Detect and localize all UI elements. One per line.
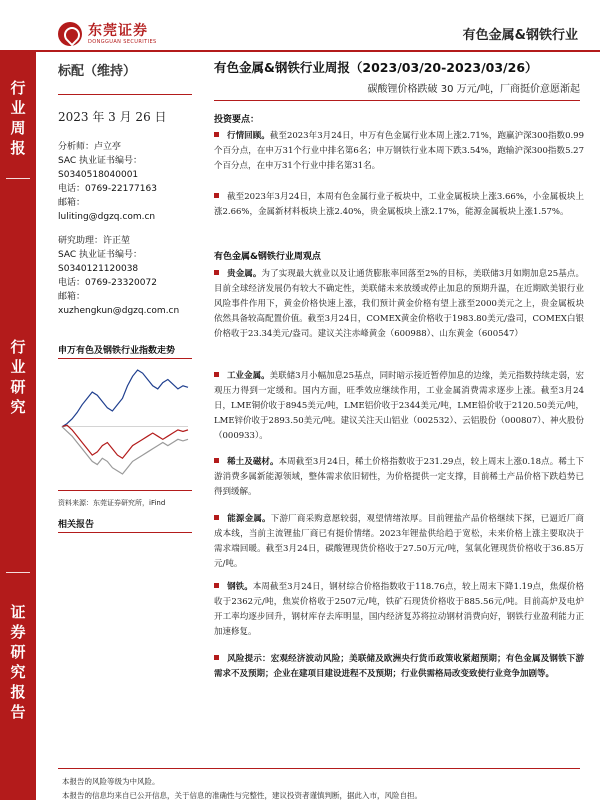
- paragraph-body: 截至2023年3月24日，本周有色金属行业子板块中，工业金属板块上涨3.66%，小金属板块上涨2.66%，金属新材料板块上涨2.40%，贵金属板块上涨2.17%，能源金属板块上涨1.57%。: [214, 192, 584, 217]
- footer-divider: [58, 768, 580, 769]
- assistant-line: 电话：0769-23320072: [58, 278, 157, 288]
- paragraph-rare-earth: [214, 455, 584, 500]
- paragraph-body: 美联储3月小幅加息25基点，同时暗示接近暂停加息的边缘，美元指数持续走弱，宏观压力得到一定缓和。国内方面，旺季效应继续作用，工业金属消费需求逐步上涨。截至3月24日，LME铜价收于8945美元/吨，LME铝价收于2344美元/吨，LME铅价收于2120.50美元/吨，LME锌价收于2893.50美元/吨。建议关注天山铝业（002532）、云铝股份（000807）、神火股份（000933）。: [214, 371, 584, 441]
- paragraph-energy-metals: [214, 512, 584, 572]
- paragraph-head: 能源金属。: [227, 514, 271, 524]
- title-divider: [214, 100, 580, 101]
- bullet-icon: [214, 655, 219, 660]
- bullet-icon: [214, 270, 219, 275]
- side-banner: [0, 52, 36, 800]
- bullet-icon: [214, 458, 219, 463]
- analyst-line: SAC 执业证书编号：: [58, 156, 143, 166]
- paragraph-head: 风险提示：: [227, 654, 271, 664]
- bullet-icon: [214, 132, 219, 137]
- chart-bottom-divider: [58, 490, 192, 491]
- paragraph-market-review: [214, 129, 584, 174]
- paragraph-head: 稀土及磁材。: [227, 457, 279, 467]
- assistant-info: [58, 234, 179, 318]
- side-label-research: 行 业 研 究: [10, 338, 26, 416]
- analyst-email[interactable]: luliting@dgzq.com.cn: [58, 212, 156, 222]
- section-heading: 投资要点：: [214, 115, 260, 125]
- paragraph-precious-metals: [214, 267, 584, 342]
- company-logo: [58, 22, 157, 46]
- bullet-icon: [214, 583, 219, 588]
- paragraph-head: 贵金属。: [227, 269, 262, 279]
- analyst-line: 分析师：卢立亭: [58, 142, 122, 152]
- chart-series-line-1: [62, 370, 188, 427]
- rating: 标配（维持）: [58, 64, 137, 79]
- chart-series-line-3: [62, 427, 188, 474]
- assistant-line: SAC 执业证书编号：: [58, 250, 143, 260]
- assistant-line: 研究助理：许正堃: [58, 236, 131, 246]
- bullet-icon: [214, 372, 219, 377]
- chart-title: 申万有色及钢铁行业指数走势: [58, 346, 176, 356]
- paragraph-body: 本周截至3月24日，钢材综合价格指数收于118.76点，较上周末下降1.19点，焦煤价格收于2362元/吨，焦炭价格收于2507元/吨，铁矿石现货价格收于885.56元/吨。目前高炉及电炉开工率均逐步回升，钢材库存去库明显，国内经济复苏将拉动钢材消费向好，钢铁行业盈利能力正加速修复。: [214, 582, 584, 637]
- analyst-line: S0340518040001: [58, 170, 139, 180]
- bullet-icon: [214, 515, 219, 520]
- report-subtitle: 碳酸锂价格跌破 30 万元/吨，厂商挺价意愿渐起: [367, 84, 580, 95]
- related-reports-heading: 相关报告: [58, 520, 95, 530]
- side-label-securities-report: 证 券 研 究 报 告: [10, 603, 26, 721]
- logo-icon: [58, 22, 82, 46]
- related-divider: [58, 532, 192, 533]
- report-date: 2023 年 3 月 26 日: [58, 110, 167, 124]
- chart-source: 资料来源：东莞证券研究所，iFind: [58, 499, 166, 507]
- paragraph-head: 工业金属。: [227, 371, 270, 381]
- paragraph-head: 钢铁。: [227, 582, 253, 592]
- logo-name-cn: 东莞证券: [88, 22, 148, 39]
- paragraph-body: 截至2023年3月24日，申万有色金属行业本周上涨2.71%，跑赢沪深300指数0.99个百分点，在申万31个行业中排名第6名；申万钢铁行业本周下跌3.54%，跑输沪深300指数5.27个百分点，在申万31个行业中排名第31名。: [214, 131, 584, 171]
- header-divider: [0, 50, 600, 52]
- footer-risk-level: 本报告的风险等级为中风险。: [62, 777, 160, 786]
- footer-disclaimer: 本报告的信息均来自已公开信息，关于信息的准确性与完整性，建议投资者谨慎判断，据此入市，风险自担。: [62, 791, 422, 800]
- logo-name-en: DONGGUAN SECURITIES: [88, 38, 157, 45]
- analyst-line: 电话：0769-22177163: [58, 184, 157, 194]
- paragraph-body: 下游厂商采购意愿较弱，观望情绪浓厚。目前锂盐产品价格继续下探，已逼近厂商成本线，当前主流锂盐厂商已有挺价情绪。2023年锂盐供给趋于宽松，未来价格上涨主要取决于需求端回暖。截至3月24日，碳酸锂现货价格收于27.50万元/吨，氢氧化锂现货价格收于36.85万元/吨。: [214, 514, 584, 569]
- assistant-line: 邮箱：: [58, 292, 86, 302]
- paragraph-body: 本周截至3月24日，稀土价格指数收于231.29点，较上周末上涨0.18点。稀土下游消费多属新能源领域，整体需求依旧韧性，为价格提供一定支撑，目前稀土产品价格下跌趋势已得到缓解。: [214, 457, 584, 497]
- paragraph-body: 宏观经济波动风险；美联储及欧洲央行货币政策收紧超预期；有色金属及钢铁下游需求不及预期；企业在建项目建设进程不及预期；行业供需格局改变致使行业竞争加剧等。: [214, 654, 584, 679]
- side-divider: [6, 572, 30, 573]
- chart-top-divider: [58, 358, 192, 359]
- paragraph-head: 行情回顾。: [227, 131, 270, 141]
- paragraph-body: 为了实现最大就业以及让通货膨胀率回落至2%的目标，美联储3月如期加息25基点。目前全球经济发展仍有较大不确定性，美联储未来放缓或停止加息的预期升温，在近期欧美银行业风险事件作用下，黄金价格快速上涨，我们预计黄金价格有望上涨至2000美元之上，贵金属板块依然具备较高配置价值。截至3月24日，COMEX黄金价格收于1983.80美元/盎司，COMEX白银价格收于23.34美元/盎司。建议关注赤峰黄金（600988）、山东黄金（600547）: [214, 269, 584, 339]
- report-title: 有色金属&钢铁行业周报（2023/03/20-2023/03/26）: [214, 60, 538, 75]
- industry-name: 有色金属&钢铁行业: [462, 28, 578, 43]
- paragraph-risk-warning: [214, 652, 584, 682]
- paragraph-industrial-metals: [214, 369, 584, 444]
- paragraph-subsectors: [214, 190, 584, 220]
- side-label-report-type: 行 业 周 报: [10, 79, 26, 157]
- index-trend-chart: [58, 362, 192, 482]
- bullet-icon: [214, 193, 219, 198]
- chart-series-line-2: [62, 425, 188, 458]
- assistant-email[interactable]: xuzhengkun@dgzq.com.cn: [58, 306, 180, 316]
- paragraph-steel: [214, 580, 584, 640]
- assistant-line: S0340121120038: [58, 264, 139, 274]
- analyst-line: 邮箱：: [58, 198, 86, 208]
- side-divider: [6, 178, 30, 179]
- left-divider: [58, 94, 192, 95]
- analyst-info: [58, 140, 157, 224]
- section-heading: 有色金属&钢铁行业周观点: [214, 252, 321, 262]
